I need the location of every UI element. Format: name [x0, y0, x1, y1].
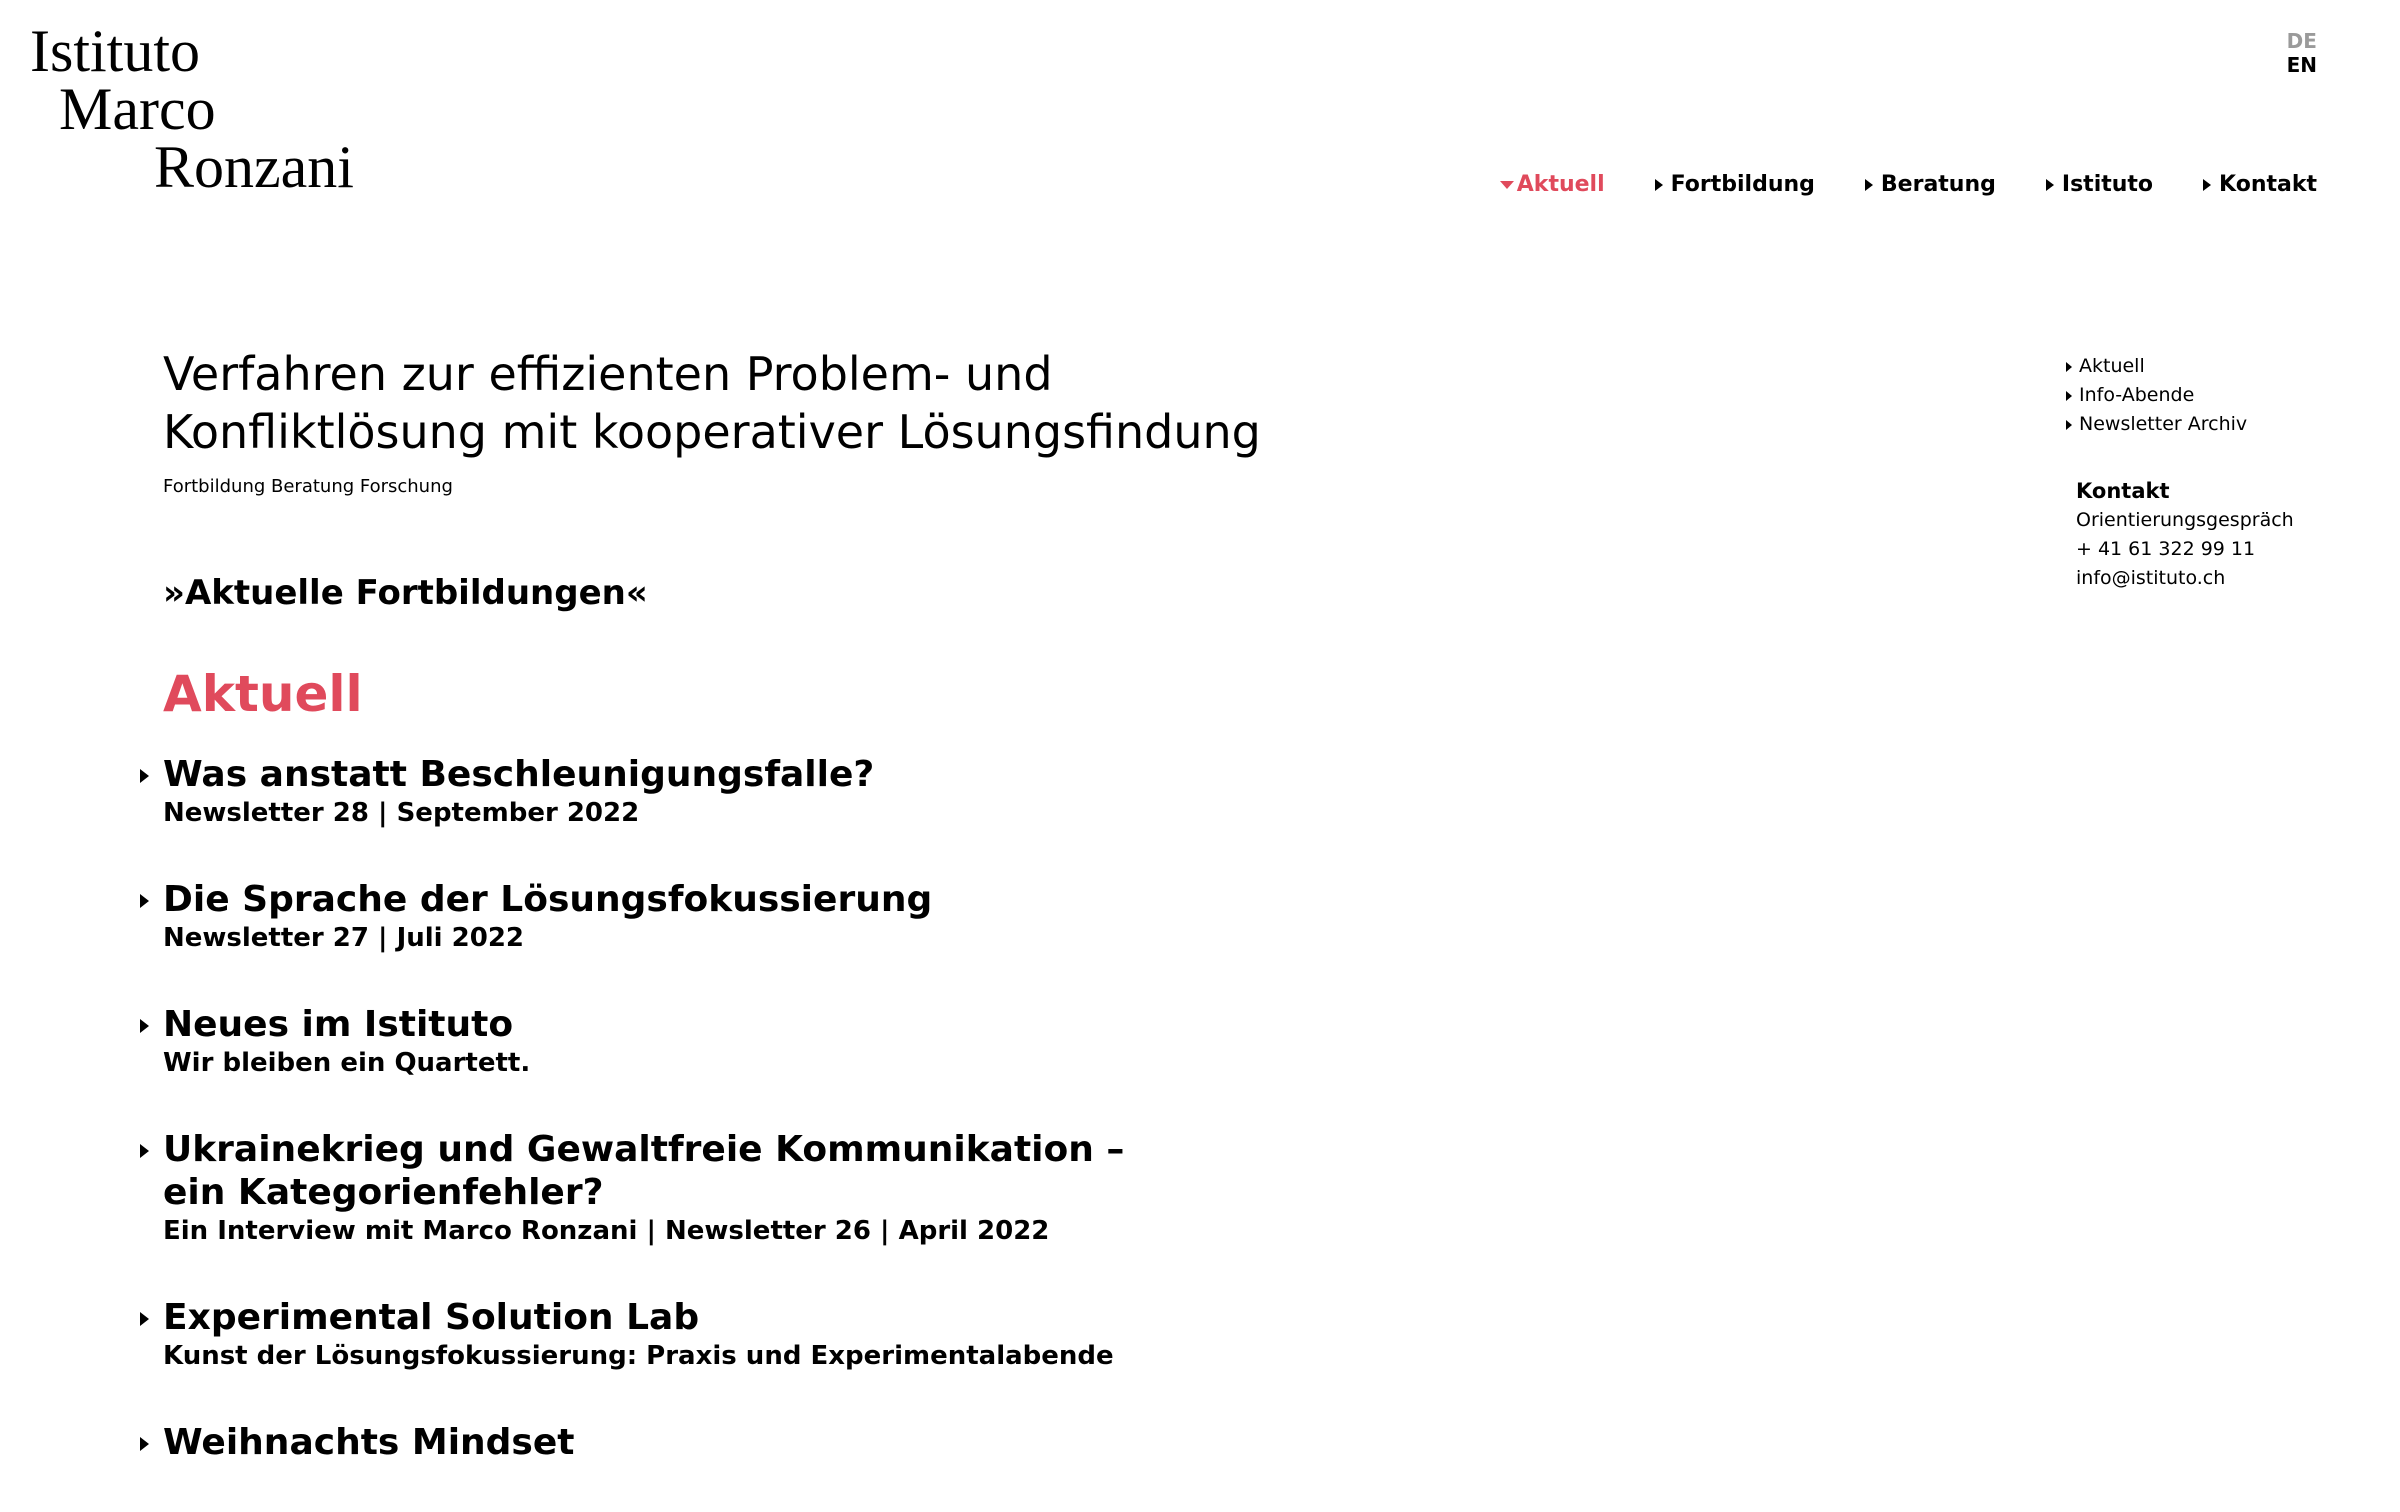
- caret-right-icon: [140, 769, 149, 783]
- news-list: [163, 753, 1563, 1464]
- contact-heading: Kontakt: [2076, 479, 2170, 503]
- logo-line-1: Istituto: [30, 18, 201, 84]
- list-item[interactable]: [163, 1296, 1563, 1373]
- news-title[interactable]: Die Sprache der Lösungsfokussierung: [163, 879, 933, 920]
- main-nav: [1500, 170, 2317, 200]
- caret-right-icon: [140, 1019, 149, 1033]
- caret-right-icon: [2066, 362, 2072, 372]
- caret-right-icon: [140, 1437, 149, 1451]
- subnav-item-label: Aktuell: [2079, 355, 2145, 377]
- caret-right-icon: [2046, 179, 2054, 191]
- caret-right-icon: [2203, 179, 2211, 191]
- caret-right-icon: [2066, 391, 2072, 401]
- nav-item-label: Fortbildung: [1670, 172, 1815, 197]
- lang-en-link[interactable]: EN: [2286, 53, 2317, 77]
- subnav-item-newsletter-archiv[interactable]: [2066, 410, 2326, 439]
- list-item[interactable]: [163, 878, 1563, 955]
- news-meta: Newsletter 28 | September 2022: [163, 798, 640, 828]
- nav-item-kontakt[interactable]: [2203, 170, 2317, 200]
- caret-right-icon: [140, 1144, 149, 1158]
- section-heading: »Aktuelle Fortbildungen«: [163, 573, 648, 613]
- aktuell-heading: Aktuell: [163, 665, 363, 723]
- caret-right-icon: [140, 894, 149, 908]
- nav-item-beratung[interactable]: [1865, 170, 1996, 200]
- news-meta: Wir bleiben ein Quartett.: [163, 1048, 531, 1078]
- page-title-line-1: Verfahren zur effizienten Problem- und: [163, 347, 1053, 401]
- sidebar: [2066, 352, 2326, 593]
- lang-de-link[interactable]: DE: [2286, 29, 2317, 53]
- caret-right-icon: [1655, 179, 1663, 191]
- list-item[interactable]: [163, 1128, 1563, 1248]
- nav-item-label: Beratung: [1880, 172, 1996, 197]
- nav-item-aktuell[interactable]: [1500, 170, 1605, 200]
- nav-item-istituto[interactable]: [2046, 170, 2153, 200]
- logo-line-3: Ronzani: [154, 134, 354, 200]
- nav-item-label: Kontakt: [2219, 172, 2317, 197]
- subnav-item-label: Info-Abende: [2079, 384, 2195, 406]
- list-item[interactable]: [163, 1421, 1563, 1464]
- subnav-item-info-abende[interactable]: [2066, 381, 2326, 410]
- list-item[interactable]: [163, 753, 1563, 830]
- caret-right-icon: [2066, 420, 2072, 430]
- news-title[interactable]: Ukrainekrieg und Gewaltfreie Kommunikation – ein Kategorienfehler?: [163, 1129, 1125, 1213]
- sub-nav: [2066, 352, 2326, 439]
- language-switch: [2287, 29, 2317, 77]
- news-title[interactable]: Neues im Istituto: [163, 1004, 514, 1045]
- caret-right-icon: [1865, 179, 1873, 191]
- caret-down-icon: [1500, 181, 1514, 189]
- email-link[interactable]: info@istituto.ch: [2076, 567, 2226, 589]
- orientation-link[interactable]: Orientierungsgespräch: [2076, 509, 2294, 531]
- contact-box: [2066, 477, 2326, 593]
- nav-item-fortbildung[interactable]: [1655, 170, 1815, 200]
- news-title[interactable]: Experimental Solution Lab: [163, 1297, 700, 1338]
- news-meta: Kunst der Lösungsfokussierung: Praxis und Experimentalabende: [163, 1341, 1114, 1371]
- list-item[interactable]: [163, 1003, 1563, 1080]
- caret-right-icon: [140, 1312, 149, 1326]
- logo-line-2: Marco: [59, 76, 216, 142]
- news-title[interactable]: Weihnachts Mindset: [163, 1422, 575, 1463]
- main-content: [163, 345, 1563, 1512]
- news-meta: Ein Interview mit Marco Ronzani | Newsletter 26 | April 2022: [163, 1216, 1050, 1246]
- page-title: [163, 345, 1563, 461]
- phone-link[interactable]: + 41 61 322 99 11: [2076, 538, 2256, 560]
- nav-item-label: Istituto: [2061, 172, 2154, 197]
- subnav-item-aktuell[interactable]: [2066, 352, 2326, 381]
- news-meta: Newsletter 27 | Juli 2022: [163, 923, 525, 953]
- page-subtitle: Fortbildung Beratung Forschung: [163, 476, 453, 497]
- subnav-item-label: Newsletter Archiv: [2079, 413, 2248, 435]
- page-title-line-2: Konfliktlösung mit kooperativer Lösungsfindung: [163, 405, 1261, 459]
- nav-item-label: Aktuell: [1516, 172, 1605, 197]
- logo[interactable]: [30, 18, 354, 200]
- news-title[interactable]: Was anstatt Beschleunigungsfalle?: [163, 754, 875, 795]
